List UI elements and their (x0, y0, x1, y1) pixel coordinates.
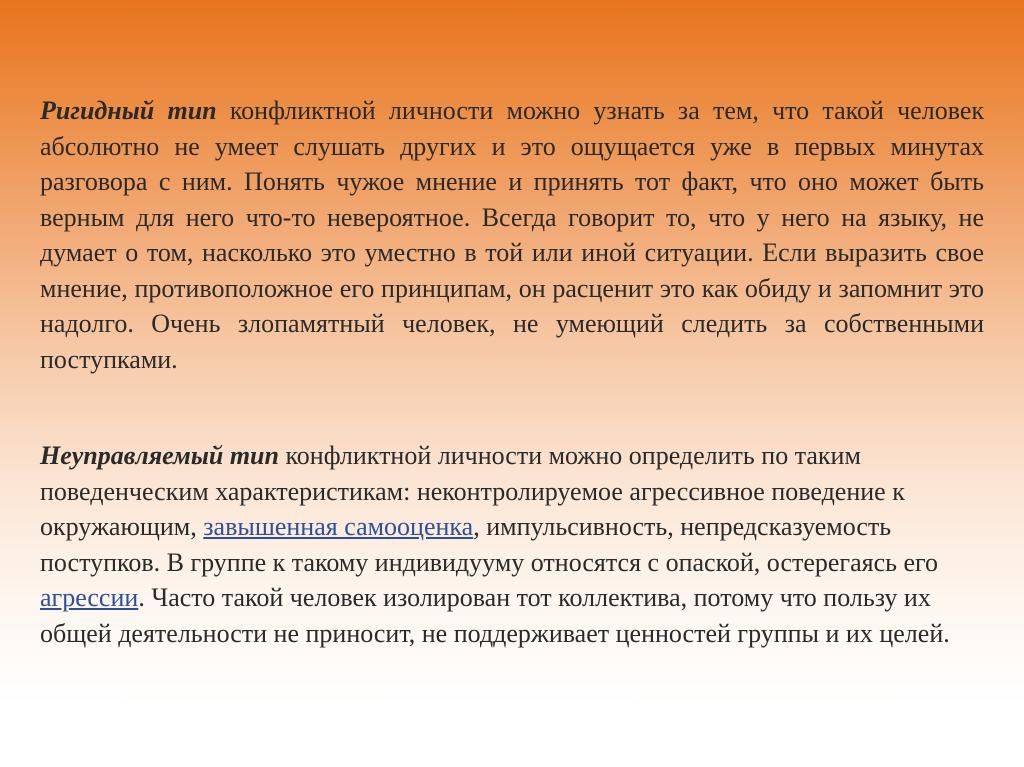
uncontrolled-type-heading: Неуправляемый тип (40, 441, 279, 470)
uncontrolled-type-text-a: конфликтной личности можно определить по таким поведенческим характеристикам: неконтролируемое агрессивное поведение к окружающим, (40, 441, 905, 541)
self-esteem-link[interactable]: завышенная самооценка (203, 512, 474, 541)
uncontrolled-type-text-c: . Часто такой человек изолирован тот коллектива, потому что пользу их общей деятельности не приносит, не поддерживает ценностей группы и их целей. (40, 583, 950, 648)
rigid-type-text: конфликтной личности можно узнать за тем, что такой человек абсолютно не умеет слушать других и это ощущается уже в первых минутах разговора с ним. Понять чужое мнение и принять тот факт, что оно может быть верным для него что-то невероятное. Всегда говорит то, что у него на языку, не думает о том, насколько это уместно в той или иной ситуации. Если выразить свое мнение, противоположное его принципам, он расценит это как обиду и запомнит это надолго. Очень злопамятный человек, не умеющий следить за собственными поступками. (40, 96, 984, 374)
paragraph-uncontrolled-type (40, 438, 984, 651)
paragraph-rigid-type (40, 93, 984, 377)
uncontrolled-type-text-b: , импульсивность, непредсказуемость поступков. В группе к такому индивидууму относятся с опаской, остерегаясь его (40, 512, 939, 577)
rigid-type-heading: Ригидный тип (40, 96, 217, 125)
aggression-link[interactable]: агрессии (40, 583, 139, 612)
